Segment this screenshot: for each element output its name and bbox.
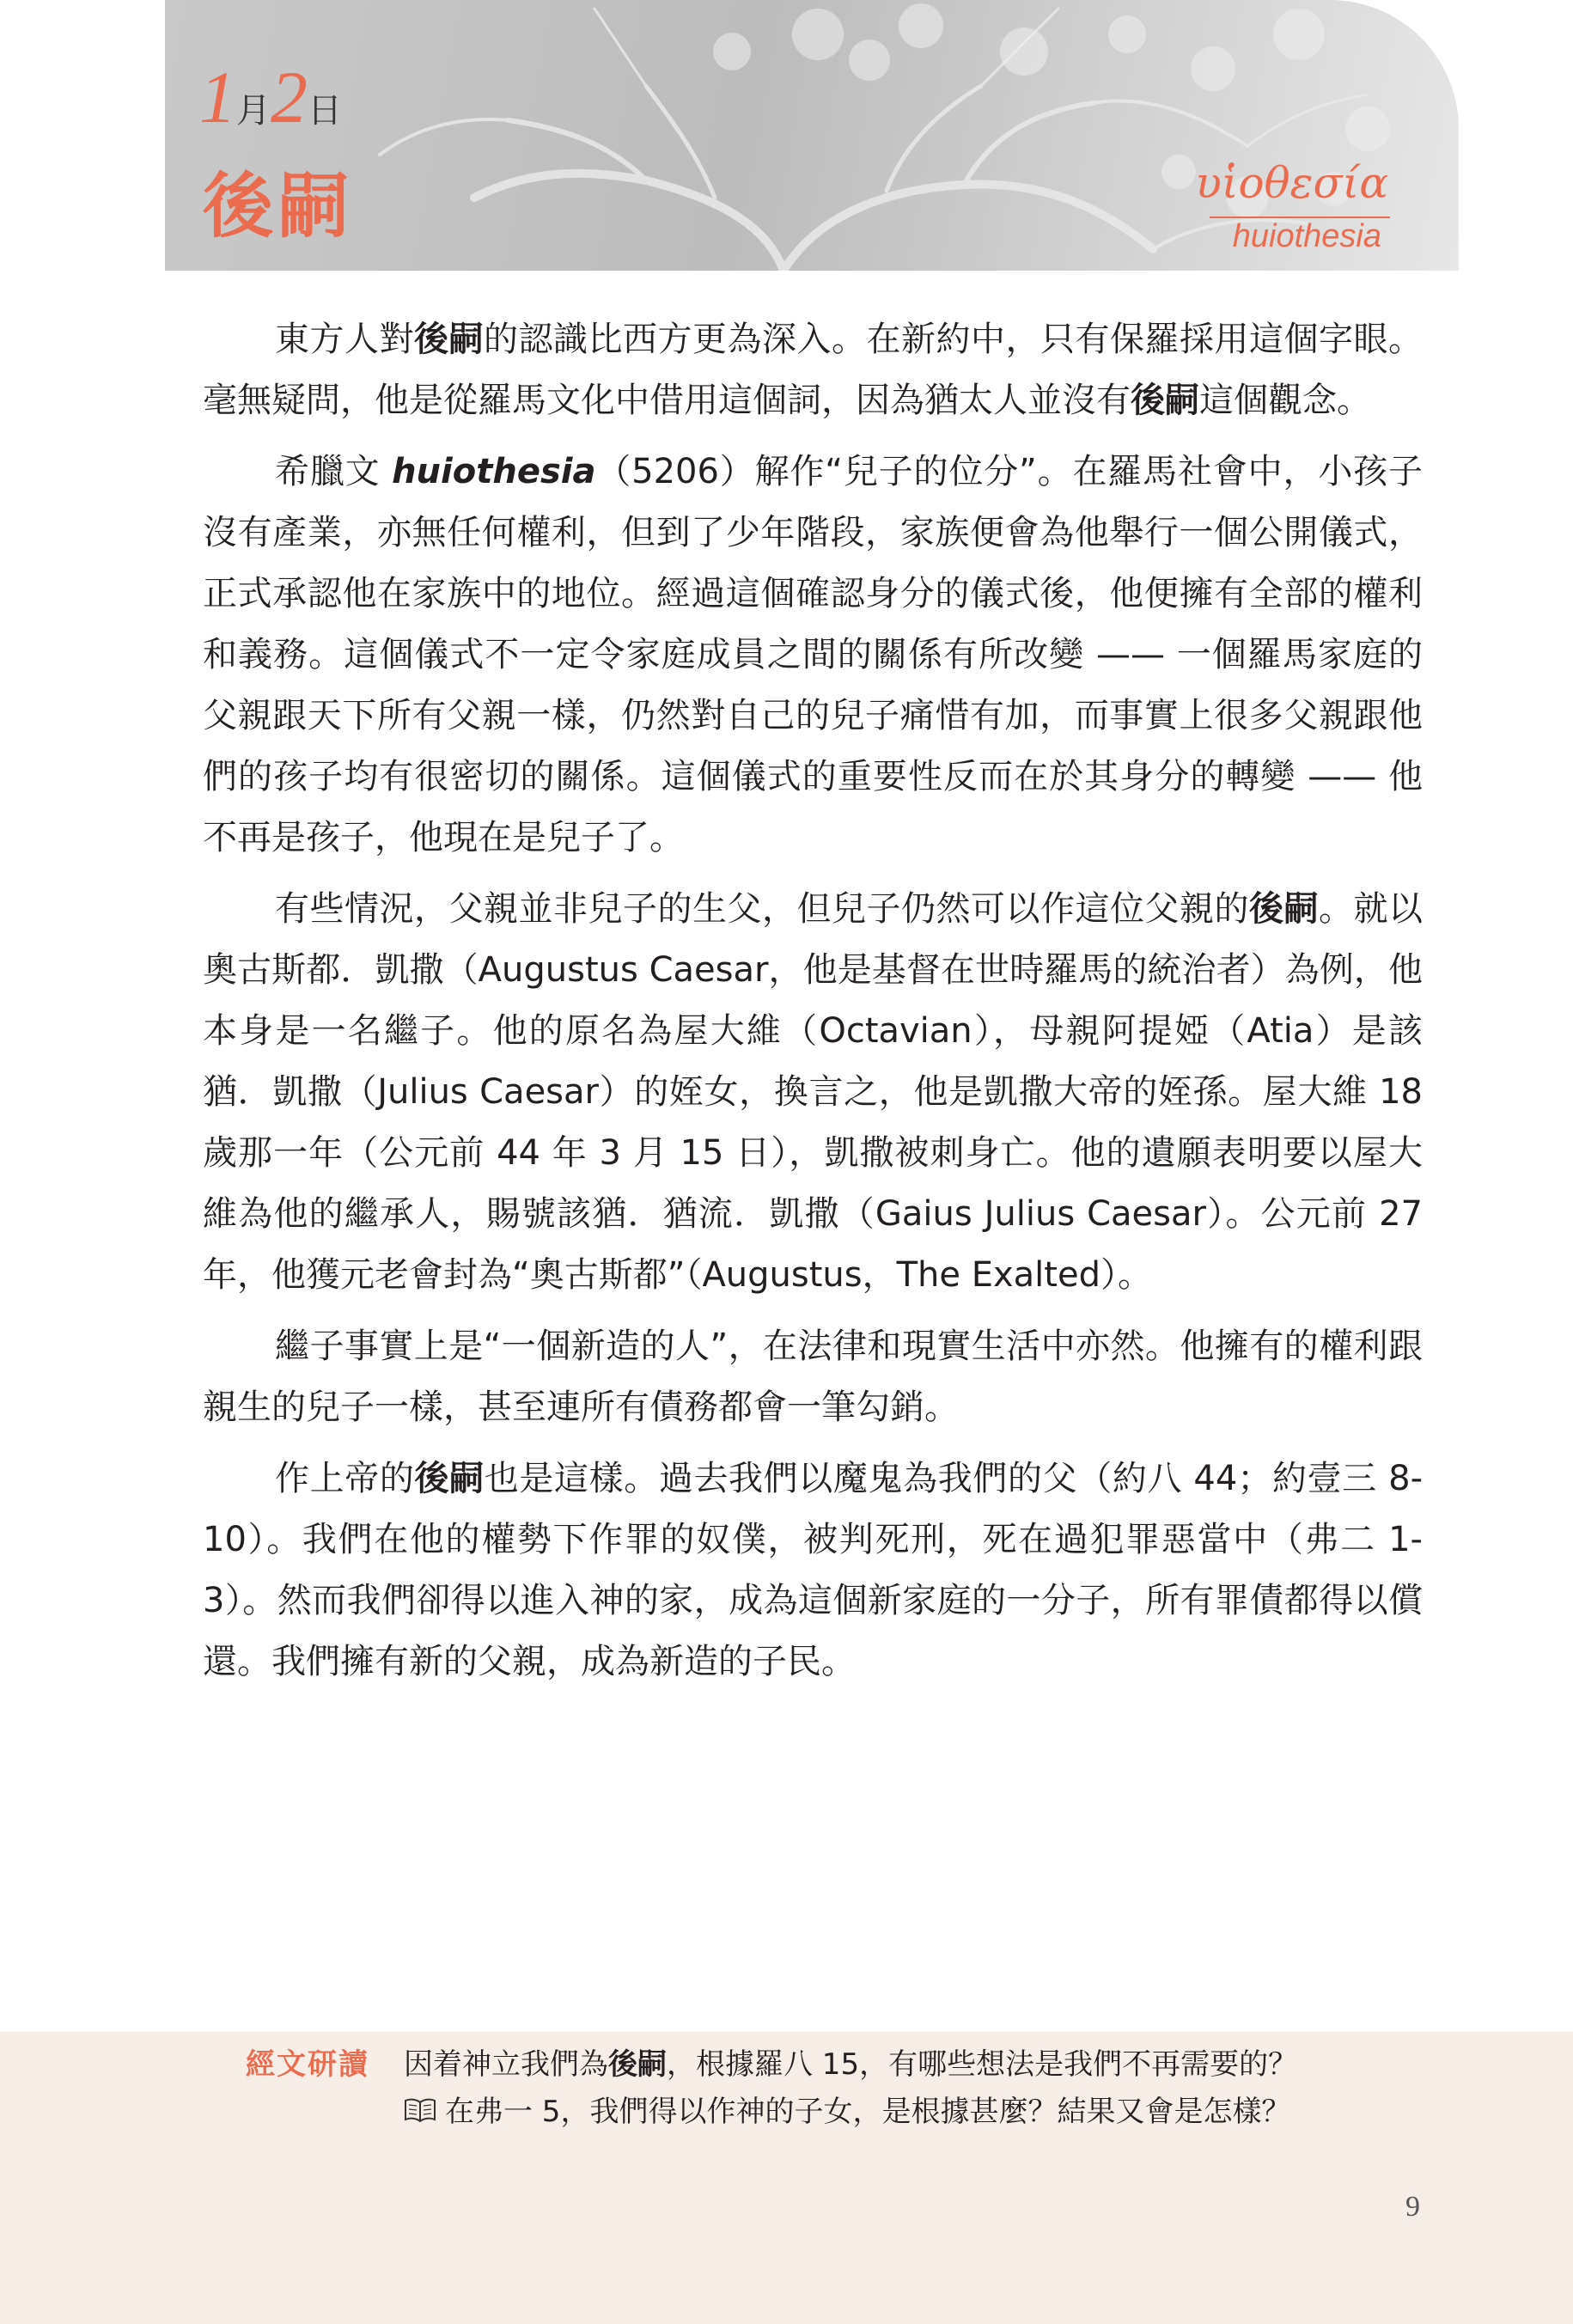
- day-number: 2: [271, 56, 308, 138]
- study-question-2: [404, 2088, 1290, 2131]
- greek-word: υἱοθεσία: [1195, 158, 1388, 208]
- emphasis-term: huiothesia: [392, 452, 596, 491]
- month-unit: 月: [236, 91, 271, 131]
- paragraph: 東方人對後嗣的認識比西方更為深入。在新約中，只有保羅採用這個字眼。毫無疑問，他是從羅馬文化中借用這個詞，因為猶太人並沒有後嗣這個觀念。: [203, 320, 1423, 420]
- entry-date: [199, 56, 342, 138]
- emphasis-term: 後嗣: [414, 1459, 485, 1498]
- page-number: 9: [1405, 2191, 1420, 2223]
- study-question-2-text: 在弗一 5，我們得以作神的子女，是根據甚麼？結果又會是怎樣？: [445, 2095, 1291, 2129]
- emphasis-term: 後嗣: [608, 2047, 667, 2082]
- paragraph: 作上帝的後嗣也是這樣。過去我們以魔鬼為我們的父（約八 44；約壹三 8-10）。我們在他的權勢下作罪的奴僕，被判死刑，死在過犯罪惡當中（弗二 1-3）。然而我們卻得以進入神的家，成為這個新家庭的一分子，所有罪債都得以償還。我們擁有新的父親，成為新造的子民。: [203, 1459, 1424, 1681]
- open-book-icon: [404, 2096, 436, 2131]
- emphasis-term: 後嗣: [1249, 889, 1319, 929]
- study-question-1: 因着神立我們為後嗣，根據羅八 15，有哪些想法是我們不再需要的？: [404, 2047, 1298, 2082]
- paragraph: 有些情況，父親並非兒子的生父，但兒子仍然可以作這位父親的後嗣。就以奧古斯都．凱撒（Augustus Caesar，他是基督在世時羅馬的統治者）為例，他本身是一名繼子。他的原名為屋大維（Octavian），母親阿提婭（Atia）是該猶．凱撒（Julius Caesar）的姪女，換言之，他是凱撒大帝的姪孫。屋大維 18 歲那一年（公元前 44 年 3 月 15 日），凱撒被刺身亡。他的遺願表明要以屋大維為他的繼承人，賜號該猶．猶流．凱撒（Gaius Julius Caesar）。公元前 27 年，他獲元老會封為“奧古斯都”（Augustus，The Exalted）。: [203, 889, 1423, 1295]
- paragraph: 繼子事實上是“一個新造的人”，在法律和現實生活中亦然。他擁有的權利跟親生的兒子一樣，甚至連所有債務都會一筆勾銷。: [203, 1327, 1423, 1427]
- page-title: 後嗣: [203, 166, 355, 247]
- emphasis-term: 後嗣: [414, 320, 484, 359]
- transliteration: huiothesia: [1232, 218, 1381, 254]
- article-body: [203, 309, 1423, 1703]
- study-label: 經文研讀: [246, 2047, 369, 2082]
- day-unit: 日: [308, 91, 342, 131]
- chapter-header: [165, 0, 1459, 271]
- paragraph: 希臘文 huiothesia（5206）解作“兒子的位分”。在羅馬社會中，小孩子沒有產業，亦無任何權利，但到了少年階段，家族便會為他舉行一個公開儀式，正式承認他在家族中的地位。經過這個確認身分的儀式後，他便擁有全部的權利和義務。這個儀式不一定令家庭成員之間的關係有所改變 —— 一個羅馬家庭的父親跟天下所有父親一樣，仍然對自己的兒子痛惜有加，而事實上很多父親跟他們的孩子均有很密切的關係。這個儀式的重要性反而在於其身分的轉變 —— 他不再是孩子，他現在是兒子了。: [203, 452, 1423, 857]
- month-number: 1: [199, 56, 236, 138]
- emphasis-term: 後嗣: [1131, 381, 1199, 420]
